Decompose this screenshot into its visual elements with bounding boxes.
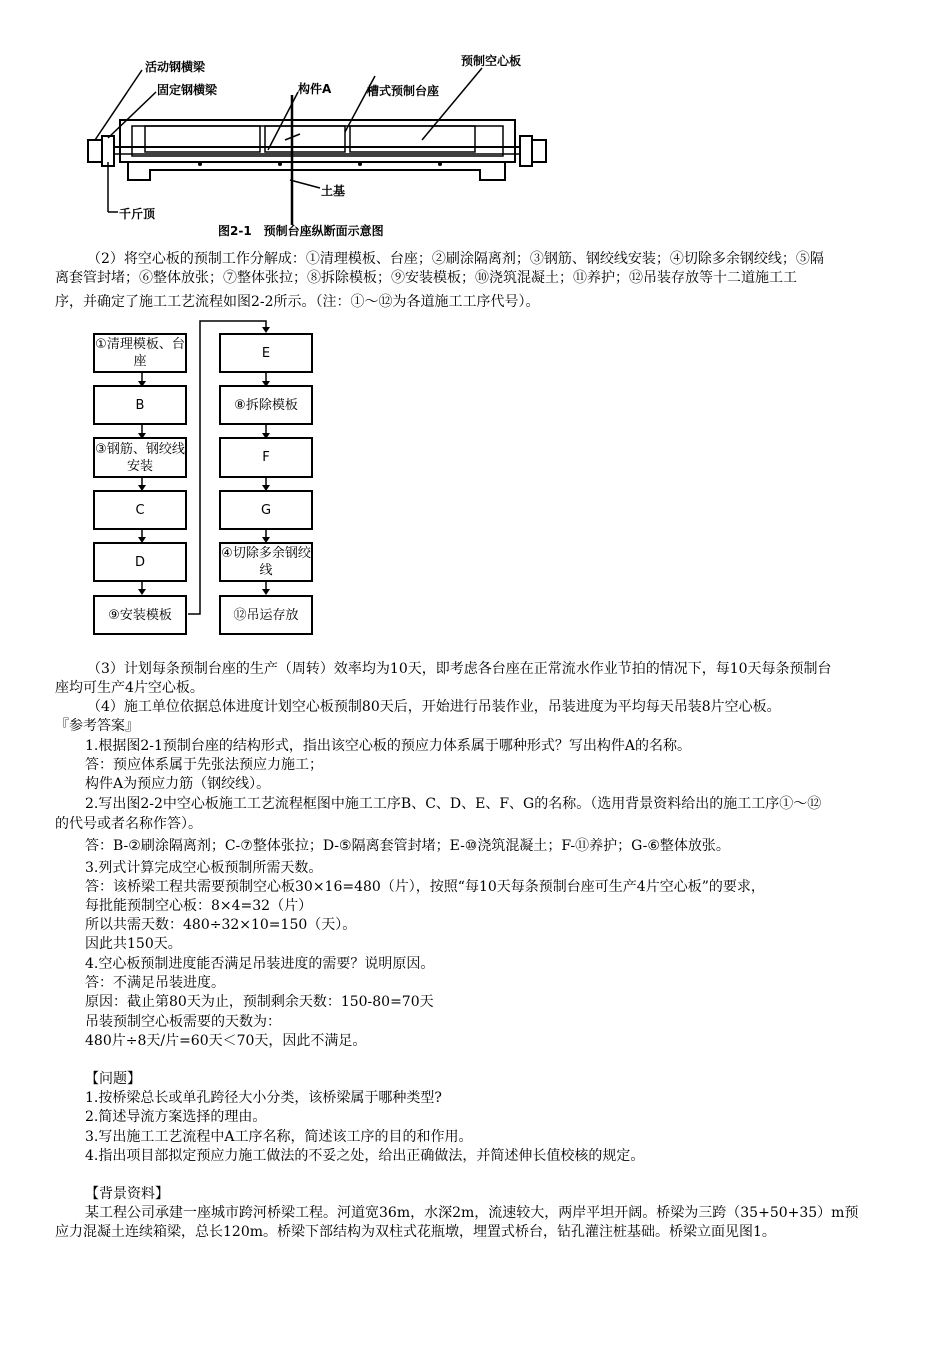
text-line: 离套管封堵；⑥整体放张；⑦整体张拉；⑧拆除模板；⑨安装模板；⑩浇筑混凝土；⑪养护；⑫吊装存放等十二道施工工 [55,270,797,286]
label-movable-beam: 活动钢横梁 [145,60,206,74]
flow-step-F: F [219,437,313,478]
flow-step-1: ①清理模板、台座 [93,333,187,373]
answer-line: 原因：截止第80天为止，预制剩余天数：150-80=70天 [85,994,434,1010]
answer-line: 所以共需天数：480÷32×10=150（天）。 [85,917,357,933]
label-jack: 千斤顶 [119,207,156,221]
flow-step-12: ⑫吊运存放 [219,595,313,635]
answer-line: 吊装预制空心板需要的天数为： [85,1014,281,1030]
flow-step-E: E [219,333,313,373]
text-line: 某工程公司承建一座城市跨河桥梁工程。河道宽36m，水深2m，流速较大，两岸平坦开阔。桥梁为三跨（35+50+35）m预 [85,1205,859,1221]
question-line: 3.列式计算完成空心板预制所需天数。 [85,860,323,876]
text-line: （3）计划每条预制台座的生产（周转）效率均为10天，即考虑各台座在正常流水作业节拍的情况下，每10天每条预制台 [87,661,832,677]
flow-step-G: G [219,490,313,530]
answer-line: 因此共150天。 [85,936,182,952]
flow-step-3: ③钢筋、钢绞线安装 [93,437,187,478]
answer-line: 每批能预制空心板：8×4=32（片） [85,898,313,914]
flow-step-B: B [93,385,187,425]
question-line: 1.根据图2-1预制台座的结构形式，指出该空心板的预应力体系属于哪种形式？写出构件A的名称。 [85,738,692,754]
flow-step-8: ⑧拆除模板 [219,385,313,425]
label-soil-base: 土基 [321,184,346,198]
label-fixed-beam: 固定钢横梁 [157,83,218,97]
question-line: 4.空心板预制进度能否满足吊装进度的需要？说明原因。 [85,956,435,972]
answer-line: 构件A为预应力筋（钢绞线）。 [85,776,271,792]
answer-line: 答：该桥梁工程共需要预制空心板30×16=480（片），按照“每10天每条预制台座可生产4片空心板”的要求， [85,879,765,895]
label-hollow-slab: 预制空心板 [461,54,522,68]
label-trough-bed: 槽式预制台座 [367,84,440,98]
label-component-a: 构件A [298,82,332,96]
question-line: 2.简述导流方案选择的理由。 [85,1109,267,1125]
answer-line: 答：不满足吊装进度。 [85,975,225,991]
flow-step-C: C [93,490,187,530]
section-heading: 『参考答案』 [55,718,139,734]
question-line: 4.指出项目部拟定预应力施工做法的不妥之处，给出正确做法，并简述伸长值校核的规定。 [85,1148,645,1164]
answer-line: 答：B-②刷涂隔离剂；C-⑦整体张拉；D-⑤隔离套管封堵；E-⑩浇筑混凝土；F-⑪养护；G-⑥整体放张。 [85,838,730,854]
question-line: 1.按桥梁总长或单孔跨径大小分类，该桥梁属于哪种类型? [85,1090,442,1106]
answer-line: 480片÷8天/片=60天＜70天，因此不满足。 [85,1033,367,1049]
answer-line: 答：预应体系属于先张法预应力施工； [85,757,323,773]
flow-step-9: ⑨安装模板 [93,595,187,635]
text-line: （4）施工单位依据总体进度计划空心板预制80天后，开始进行吊装作业，吊装进度为平均每天吊装8片空心板。 [87,699,781,715]
question-line: 的代号或者名称作答）。 [55,816,202,832]
text-line: （2）将空心板的预制工作分解成：①清理模板、台座；②刷涂隔离剂；③钢筋、钢绞线安装；④切除多余钢绞线；⑤隔 [87,251,824,267]
text-line: 应力混凝土连续箱梁，总长120m。桥梁下部结构为双柱式花瓶墩，埋置式桥台，钻孔灌注桩基础。桥梁立面见图1。 [55,1224,776,1240]
section-heading: 【问题】 [85,1071,141,1087]
question-line: 3.写出施工工艺流程中A工序名称，简述该工序的目的和作用。 [85,1129,473,1145]
flow-step-4: ④切除多余钢绞线 [219,542,313,582]
question-line: 2.写出图2-2中空心板施工工艺流程框图中施工工序B、C、D、E、F、G的名称。（选用背景资料给出的施工工序①～⑫ [85,796,822,812]
text-line: 座均可生产4片空心板。 [55,680,204,696]
section-heading: 【背景资料】 [85,1186,169,1202]
text-line: 序，并确定了施工工艺流程如图2-2所示。（注：①～⑫为各道施工工序代号）。 [55,294,540,310]
figure-caption: 图2-1 预制台座纵断面示意图 [218,224,384,238]
flow-step-D: D [93,542,187,582]
